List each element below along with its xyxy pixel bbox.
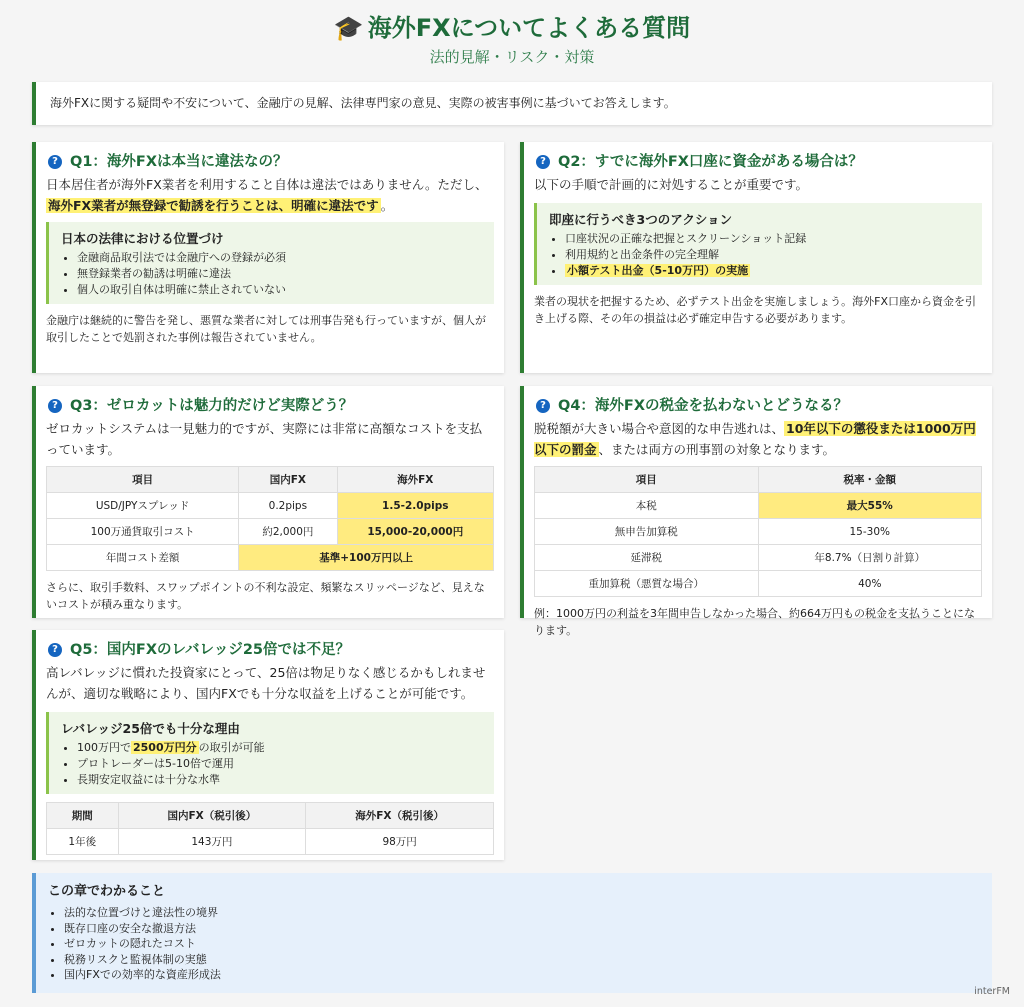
question-text: Q3：ゼロカットは魅力的だけど実際どう？ [70,398,354,414]
table-cell: 重加算税（悪質な場合） [535,571,759,597]
table-cell-highlight: 基準+100万円以上 [239,545,494,571]
table-cell: 1年後 [47,829,119,855]
brand-watermark: interFM [974,986,1010,997]
table-cell-highlight: 1.5-2.0pips [337,493,493,519]
question-title [534,396,982,416]
column-header: 国内FX（税引後） [118,803,306,829]
highlighted-text: 10年以下の懲役または1000万円以下の罰金 [534,421,976,457]
answer-text: 脱税額が大きい場合や意図的な申告逃れは、 [534,421,785,436]
answer-lead [534,418,982,460]
intro-box: 海外FXに関する疑問や不安について、金融庁の見解、法律専門家の意見、実際の被害事例に基づいてお答えします。 [32,82,992,125]
table-header-row [47,803,494,829]
answer-note: 金融庁は継続的に警告を発し、悪質な業者に対しては刑事告発も行っていますが、個人が取引したことで処罰された事例は報告されていません。 [46,314,486,344]
action-list [549,231,972,279]
faq-card-q3 [32,386,504,618]
cost-comparison-table [46,466,494,571]
highlighted-text: 小額テスト出金（5-10万円）の実施 [567,264,749,277]
answer-lead: ゼロカットシステムは一見魅力的ですが、実際には非常に高額なコストを支払っています。 [46,421,483,457]
table-header-row [535,467,982,493]
summary-title: この章でわかること [48,884,166,899]
table-cell: 約2,000円 [239,519,337,545]
page-header [0,0,1024,70]
answer-note: 業者の現状を把握するため、必ずテスト出金を実施しましょう。海外FX口座から資金を引き上げる際、その年の損益は必ず確定申告する必要があります。 [534,295,976,325]
question-circle-icon: ? [536,155,550,169]
answer-lead [46,174,494,216]
column-header: 期間 [47,803,119,829]
table-row [47,493,494,519]
question-circle-icon: ? [48,643,62,657]
question-text: Q4：海外FXの税金を払わないとどうなる？ [558,398,848,414]
action-box-title: 即座に行うべき3つのアクション [549,212,733,227]
faq-card-q1 [32,142,504,373]
info-list [61,250,484,298]
table-row [535,545,982,571]
list-text-end: の取引が可能 [198,741,265,754]
table-row [535,493,982,519]
info-list [61,740,484,788]
answer-text-end: 。 [380,198,394,213]
graduation-cap-icon: 🎓 [333,14,364,42]
question-circle-icon: ? [48,399,62,413]
faq-card-q5 [32,630,504,860]
answer-text: 日本居住者が海外FX業者を利用すること自体は違法ではありません。ただし、 [46,177,488,192]
list-item: • 個人の取引自体は明確に禁止されていない [77,282,484,298]
question-text: Q1：海外FXは本当に違法なの？ [70,154,288,170]
table-header-row [47,467,494,493]
column-header: 項目 [535,467,759,493]
question-circle-icon: ? [536,399,550,413]
table-cell: 本税 [535,493,759,519]
summary-list [48,905,980,983]
action-box [534,203,982,285]
list-item: • プロトレーダーは5-10倍で運用 [77,756,484,772]
list-item: • ゼロカットの隠れたコスト [64,936,980,952]
table-row [47,829,494,855]
column-header: 海外FX（税引後） [306,803,494,829]
table-cell: 0.2pips [239,493,337,519]
column-header: 項目 [47,467,239,493]
returns-table [46,802,494,855]
tax-table [534,466,982,597]
list-item: • 税務リスクと監視体制の実態 [64,952,980,968]
table-row [47,519,494,545]
list-item: • 法的な位置づけと違法性の境界 [64,905,980,921]
page-subtitle: 法的見解・リスク・対策 [429,48,595,66]
chapter-summary [32,873,992,993]
list-item: • 既存口座の安全な撤退方法 [64,921,980,937]
list-text: 100万円で [77,741,131,754]
list-item: • 国内FXでの効率的な資産形成法 [64,967,980,983]
table-cell: 15-30% [758,519,982,545]
answer-note: 例：1000万円の利益を3年間申告しなかった場合、約664万円もの税金を支払うことになります。 [534,607,975,637]
question-title [534,152,982,172]
table-cell: 143万円 [118,829,306,855]
list-item [565,263,972,279]
highlighted-text: 海外FX業者が無登録で勧誘を行うことは、明確に違法です [48,198,379,213]
question-text: Q5：国内FXのレバレッジ25倍では不足？ [70,642,351,658]
info-box-title: 日本の法律における位置づけ [61,231,224,246]
column-header: 国内FX [239,467,337,493]
question-title [46,396,494,416]
table-cell-highlight: 最大55% [758,493,982,519]
faq-card-q4 [520,386,992,637]
table-cell: 年間コスト差額 [47,545,239,571]
table-row [535,571,982,597]
list-item: • 利用規約と出金条件の完全理解 [565,247,972,263]
info-box-title: レバレッジ25倍でも十分な理由 [61,721,240,736]
answer-text-end: 、または両方の刑事罰の対象となります。 [598,442,836,457]
table-cell: 延滞税 [535,545,759,571]
list-item [77,740,484,756]
table-cell: 無申告加算税 [535,519,759,545]
question-title [46,152,494,172]
table-cell-highlight: 15,000-20,000円 [337,519,493,545]
table-cell: 40% [758,571,982,597]
table-cell: 100万通貨取引コスト [47,519,239,545]
faq-card-q2 [520,142,992,373]
answer-lead: 高レバレッジに慣れた投資家にとって、25倍は物足りなく感じるかもしれませんが、適切な戦略により、国内FXでも十分な収益を上げることが可能です。 [46,665,486,701]
list-item: • 口座状況の正確な把握とスクリーンショット記録 [565,231,972,247]
list-item: • 無登録業者の勧誘は明確に違法 [77,266,484,282]
table-cell: USD/JPYスプレッド [47,493,239,519]
answer-lead: 以下の手順で計画的に対処することが重要です。 [534,177,809,192]
info-box [46,712,494,794]
info-box [46,222,494,304]
page-title-text: 海外FXについてよくある質問 [367,14,691,42]
column-header: 税率・金額 [758,467,982,493]
table-cell: 98万円 [306,829,494,855]
answer-note: さらに、取引手数料、スワップポイントの不利な設定、頻繁なスリッページなど、見えないコストが積み重なります。 [46,581,485,611]
table-cell: 年8.7%（日割り計算） [758,545,982,571]
table-row [535,519,982,545]
column-header: 海外FX [337,467,493,493]
question-text: Q2：すでに海外FX口座に資金がある場合は？ [558,154,863,170]
list-item: • 長期安定収益には十分な水準 [77,772,484,788]
highlighted-text: 2500万円分 [133,741,197,754]
list-item: • 金融商品取引法では金融庁への登録が必須 [77,250,484,266]
page-title [0,12,1024,44]
question-circle-icon: ? [48,155,62,169]
question-title [46,640,494,660]
table-row [47,545,494,571]
